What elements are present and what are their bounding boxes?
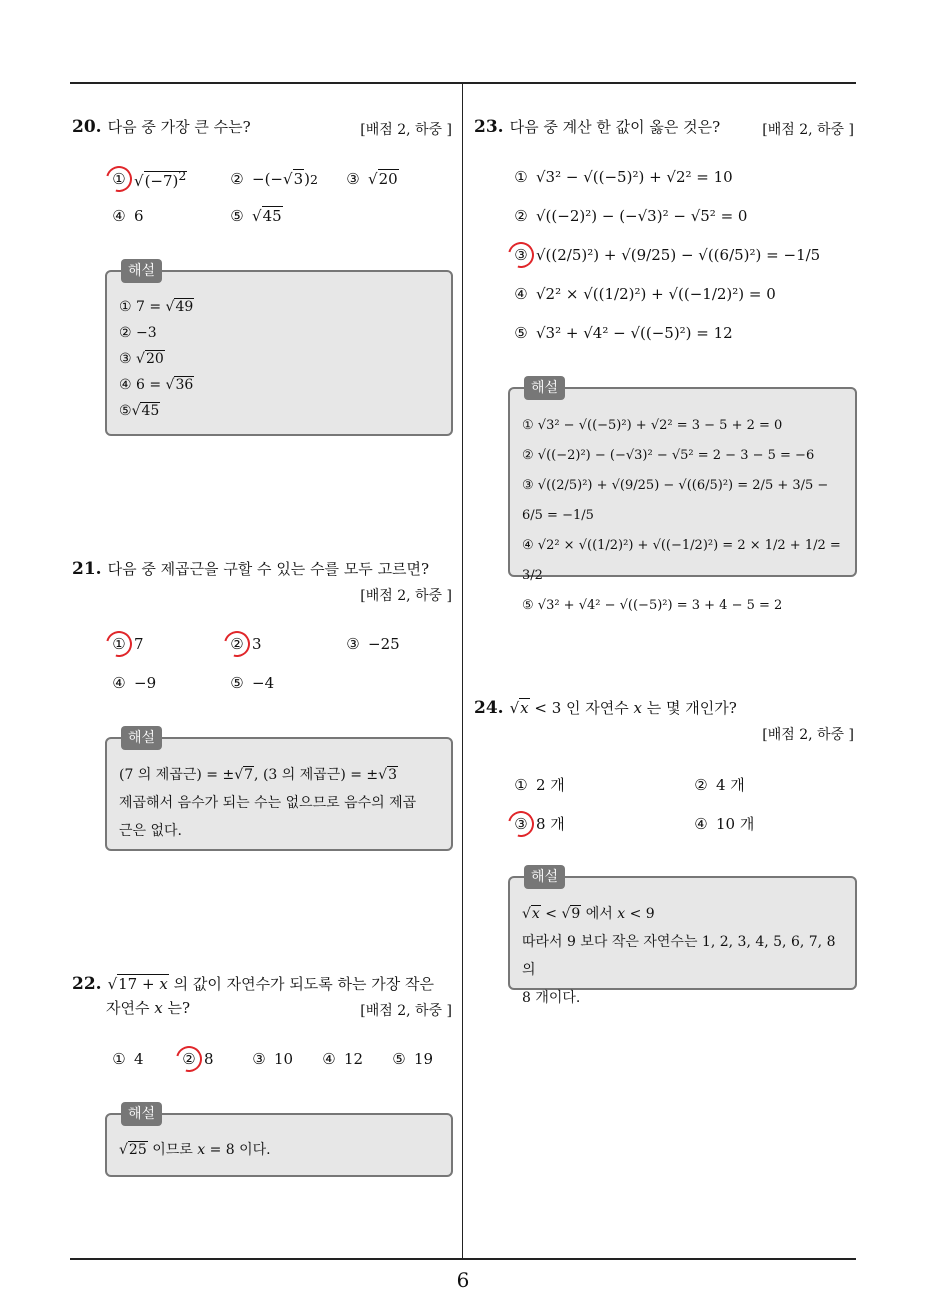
- page-number: 6: [456, 1268, 470, 1292]
- explanation-line: (7 의 제곱근) = ±√7, (3 의 제곱근) = ±√3: [119, 767, 397, 783]
- choices-row: [108, 207, 283, 225]
- question-number: 21.: [72, 559, 102, 579]
- question-number: 22.: [72, 974, 102, 994]
- explanation-line: ⑤ √3² + √4² − √((−5)²) = 3 + 4 − 5 = 2: [522, 598, 783, 613]
- explanation-line: ④ √2² × √((1/2)²) + √((−1/2)²) = 2 × 1/2 + 1/2 = 3/2: [522, 538, 841, 583]
- choice-3[interactable]: ③ −25: [346, 635, 400, 653]
- choices-row: [108, 674, 274, 692]
- selected-mark: [171, 1041, 207, 1077]
- explanation-box-20: [105, 263, 453, 436]
- question-title: √x < 3 인 자연수 x 는 몇 개인가?: [509, 699, 737, 717]
- explanation-line: 8 개이다.: [522, 990, 581, 1006]
- explanation-box-24: [508, 869, 857, 1006]
- question-meta: [배점 2, 하중 ]: [360, 1003, 452, 1019]
- explanation-line: √x < √9 에서 x < 9: [522, 906, 655, 922]
- selected-mark: [219, 626, 255, 662]
- choice-2[interactable]: ② −(− √3 ) 2: [230, 170, 318, 188]
- choice-1[interactable]: ① √3² − √((−5)²) + √2² = 10: [514, 168, 733, 186]
- explanation-line: ② −3: [119, 325, 157, 341]
- explanation-line: 근은 없다.: [119, 823, 182, 839]
- question-20: [72, 115, 452, 145]
- choice-1[interactable]: ① $√(-7)^2$: [108, 168, 226, 190]
- explanation-label: 해설: [121, 259, 162, 283]
- choice-3[interactable]: ③ 10: [252, 1050, 294, 1068]
- question-21: [72, 557, 452, 609]
- choice-3[interactable]: ③ √((2/5)²) + √(9/25) − √((6/5)²) = −1/5: [510, 246, 820, 264]
- left-column: [72, 0, 452, 1260]
- question-24: [474, 696, 854, 748]
- explanation-line: ② √((−2)²) − (−√3)² − √5² = 2 − 3 − 5 = −6: [522, 448, 815, 463]
- question-title-cont: 자연수 x 는?: [106, 999, 191, 1017]
- selected-mark: [503, 237, 539, 273]
- question-number: 20.: [72, 117, 102, 137]
- choice-4[interactable]: ④ 12: [322, 1050, 364, 1068]
- explanation-line: 제곱해서 음수가 되는 수는 없으므로 음수의 제곱: [119, 795, 417, 811]
- explanation-line: ① √3² − √((−5)²) + √2² = 3 − 5 + 2 = 0: [522, 418, 783, 433]
- question-meta: [배점 2, 하중 ]: [360, 122, 452, 138]
- choice-2[interactable]: ② √((−2)²) − (−√3)² − √5² = 0: [514, 207, 748, 225]
- choice-4[interactable]: ④ −9: [112, 674, 157, 692]
- choice-4[interactable]: ④ 6: [112, 207, 144, 225]
- question-meta: [배점 2, 하중 ]: [360, 588, 452, 604]
- explanation-line: ③ √((2/5)²) + √(9/25) − √((6/5)²) = 2/5 + 3/5 − 6/5 = −1/5: [522, 478, 829, 523]
- selected-mark: [101, 161, 137, 197]
- selected-mark: [101, 626, 137, 662]
- question-number: 23.: [474, 117, 504, 137]
- explanation-box-23: [508, 380, 857, 613]
- choice-5[interactable]: ⑤ −4: [230, 674, 275, 692]
- explanation-line: ④ 6 = √36: [119, 377, 194, 393]
- right-column: [474, 0, 856, 1260]
- choice-4[interactable]: ④ √2² × √((1/2)²) + √((−1/2)²) = 0: [514, 285, 776, 303]
- explanation-label: 해설: [524, 376, 565, 400]
- question-meta: [배점 2, 하중 ]: [762, 122, 854, 138]
- selected-mark: [503, 806, 539, 842]
- choice-5[interactable]: ⑤ 19: [392, 1050, 434, 1068]
- question-title: 다음 중 제곱근을 구할 수 있는 수를 모두 고르면?: [107, 560, 430, 578]
- question-title: √17 + x 의 값이 자연수가 되도록 하는 가장 작은: [107, 975, 435, 993]
- explanation-line: 따라서 9 보다 작은 자연수는 1, 2, 3, 4, 5, 6, 7, 8 의: [522, 934, 836, 978]
- question-title: 다음 중 계산 한 값이 옳은 것은?: [509, 118, 721, 136]
- choices-row: [510, 774, 745, 795]
- explanation-line: ③ √20: [119, 351, 164, 367]
- choice-2[interactable]: ② 8: [178, 1050, 248, 1068]
- choice-1[interactable]: ① 2 개: [514, 775, 565, 794]
- explanation-box-22: [105, 1106, 453, 1177]
- choices-row: [108, 168, 399, 190]
- choice-1[interactable]: ① 4: [112, 1050, 144, 1068]
- question-23: [474, 115, 854, 145]
- choice-5[interactable]: ⑤ √3² + √4² − √((−5)²) = 12: [514, 324, 733, 342]
- explanation-label: 해설: [121, 726, 162, 750]
- column-divider: [462, 84, 463, 1260]
- choice-3[interactable]: ③ 8 개: [510, 813, 690, 834]
- question-meta: [배점 2, 하중 ]: [762, 727, 854, 743]
- explanation-label: 해설: [121, 1102, 162, 1126]
- choice-3[interactable]: ③ √20: [346, 170, 398, 188]
- choice-5[interactable]: ⑤ √45: [230, 207, 282, 225]
- explanation-line: √25 이므로 x = 8 이다.: [119, 1142, 271, 1158]
- explanation-label: 해설: [524, 865, 565, 889]
- choice-2[interactable]: ② 3: [226, 635, 342, 653]
- question-title: 다음 중 가장 큰 수는?: [107, 118, 251, 136]
- choices-row: [108, 635, 400, 653]
- choice-2[interactable]: ② 4 개: [694, 775, 745, 794]
- choices-row: [510, 813, 754, 834]
- choice-4[interactable]: ④ 10 개: [694, 814, 755, 833]
- explanation-box-21: [105, 730, 453, 851]
- explanation-line: ① 7 = √49: [119, 299, 194, 315]
- choice-1[interactable]: ① 7: [108, 635, 226, 653]
- explanation-line: ⑤√45: [119, 403, 160, 419]
- question-22: [72, 972, 452, 1024]
- choices-row: [108, 1050, 433, 1068]
- question-number: 24.: [474, 698, 504, 718]
